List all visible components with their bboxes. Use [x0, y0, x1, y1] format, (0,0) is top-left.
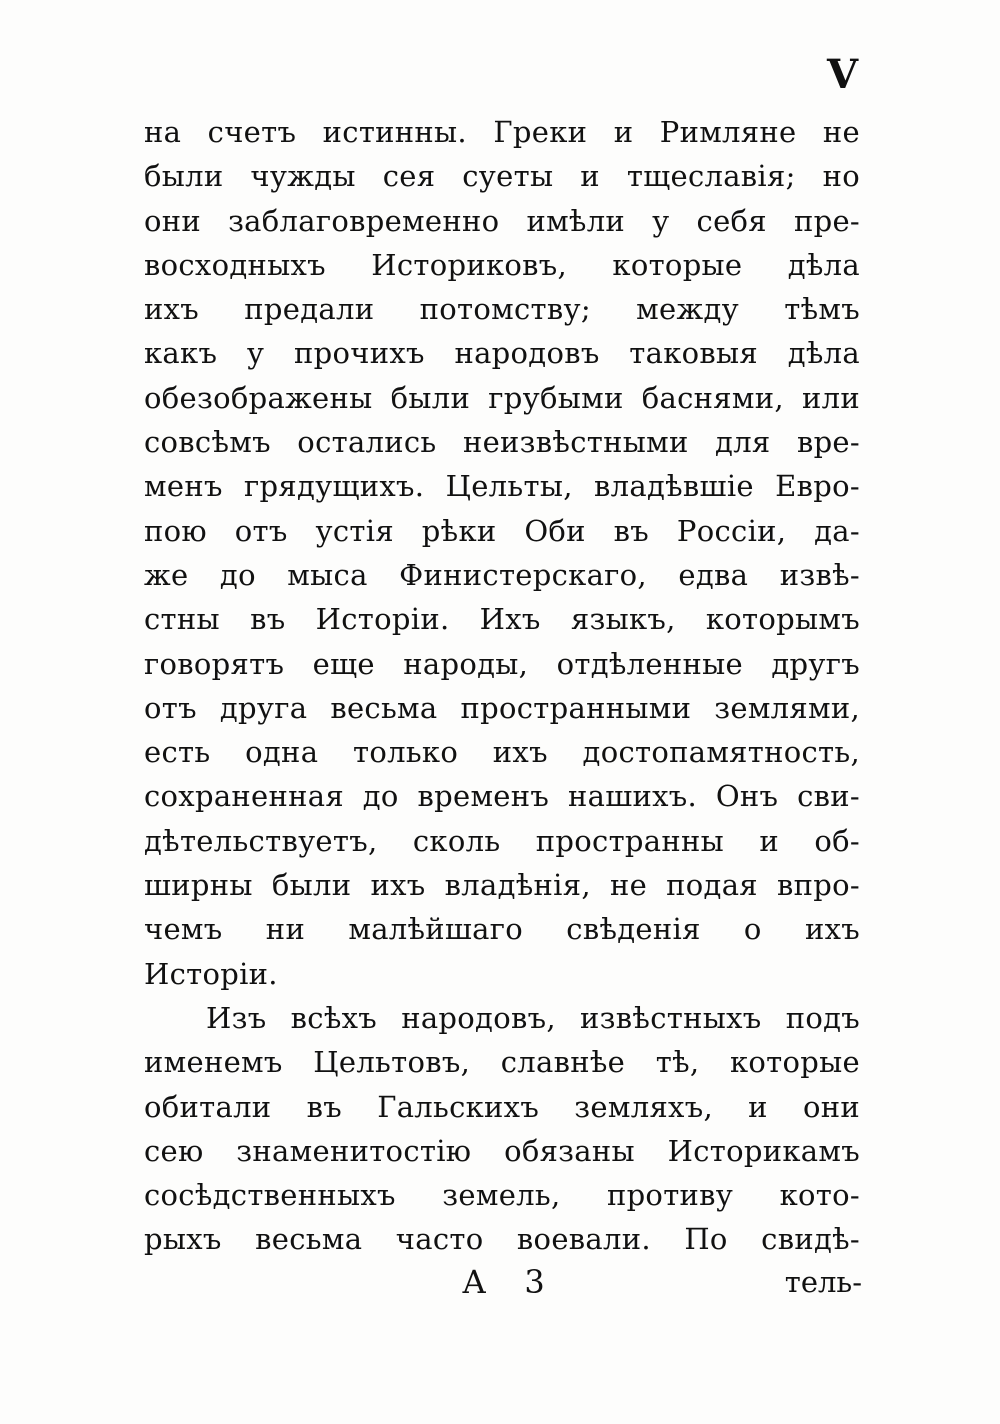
- text-line: обезображены были грубыми баснями, или: [144, 380, 860, 415]
- text-line: сею знаменитостію обязаны Историкамъ: [144, 1133, 860, 1168]
- text-line: рыхъ весьма часто воевали. По свидѣ-: [144, 1222, 860, 1257]
- paragraph-2: [144, 996, 860, 1262]
- text-line: ихъ предали потомству; между тѣмъ: [144, 292, 860, 327]
- text-line: Исторіи.: [144, 956, 278, 991]
- text-line: менъ грядущихъ. Цельты, владѣвшіе Евро-: [144, 469, 860, 504]
- text-line: именемъ Цельтовъ, славнѣе тѣ, которые: [144, 1045, 860, 1080]
- text-line: дѣтельствуетъ, сколь пространны и об-: [144, 823, 860, 858]
- text-line: обитали въ Гальскихъ земляхъ, и они: [144, 1089, 860, 1124]
- text-line: сохраненная до временъ нашихъ. Онъ сви-: [144, 779, 860, 814]
- text-line: же до мыса Финистерскаго, едва извѣ-: [144, 557, 860, 592]
- text-line: пою отъ устія рѣки Оби въ Россіи, да-: [144, 513, 860, 548]
- text-line: они заблаговременно имѣли у себя пре-: [144, 203, 860, 238]
- text-line: на счетъ истинны. Греки и Римляне не: [144, 115, 860, 149]
- text-line: отъ друга весьма пространными землями,: [144, 690, 860, 725]
- page-number: V: [826, 51, 858, 98]
- text-line: Изъ всѣхъ народовъ, извѣстныхъ подъ: [206, 1001, 860, 1035]
- text-line: чемъ ни малѣйшаго свѣденія о ихъ: [144, 912, 860, 947]
- text-line: сосѣдственныхъ земель, противу кото-: [144, 1178, 860, 1213]
- text-line: стны въ Исторіи. Ихъ языкъ, которымъ: [144, 602, 860, 637]
- text-line: совсѣмъ остались неизвѣстными для вре-: [144, 425, 860, 460]
- catchword: тель-: [784, 1265, 862, 1299]
- paragraph-1: [144, 110, 860, 996]
- text-line: какъ у прочихъ народовъ таковыя дѣла: [144, 336, 860, 371]
- text-line: есть одна только ихъ достопамятность,: [144, 735, 860, 770]
- text-line: говорятъ еще народы, отдѣленные другъ: [144, 646, 860, 681]
- text-line: ширны были ихъ владѣнія, не подая впро-: [144, 868, 860, 903]
- text-line: восходныхъ Историковъ, которые дѣла: [144, 247, 860, 282]
- text-line: были чужды сея суеты и тщеславія; но: [144, 159, 860, 194]
- signature-mark: А 3: [462, 1263, 559, 1301]
